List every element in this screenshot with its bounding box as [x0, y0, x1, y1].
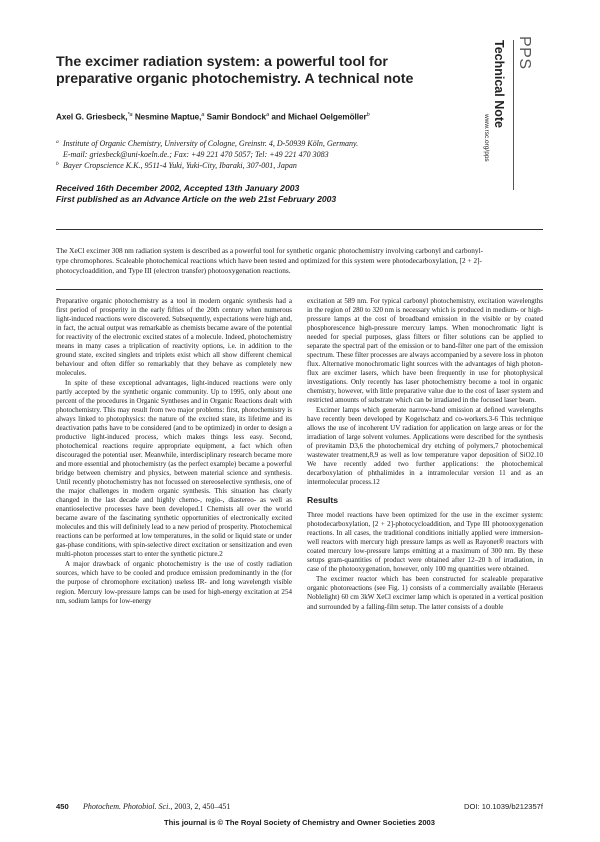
author-name: Samir Bondock	[206, 112, 267, 122]
affiliation-text: Institute of Organic Chemistry, University of Cologne, Greinstr. 4, D-50939 Köln, Germany.	[63, 139, 359, 148]
body-column-left	[56, 297, 292, 607]
body-paragraph: excitation at 589 nm. For typical carbonyl photochemistry, excitation wavelengths in the region of 280 to 320 nm is necessary which is produced in medium- or high-pressure lamps at the cost of broadband emission in the visible or by coated phosphorescence high-pressure mercury lamps. When monochromatic light is needed for special purposes, glass filters or filter solutions can be applied to separate the spectral part of the emission or to band-filter one part of the emission spectrum. These filter processes are always accompanied by a severe loss in photon flux. Alternative monochromatic light sources with the advantages of high photon-flux are excimer lasers, which have been frequently in use for photophysical investigations. Only recently has laser photochemistry become a tool in organic chemistry, however, with little preparative value due to the cost of laser system and restricted amounts of substrate which can be irradiated in the focused laser beam.	[307, 297, 543, 405]
affiliation-mark: a	[56, 139, 59, 145]
affiliation-mark: b	[56, 160, 59, 167]
journal-url[interactable]: www.rsc.org/pps	[483, 114, 490, 162]
author-name: Nesmine Maptue,	[134, 112, 202, 122]
body-column-right	[307, 297, 543, 613]
author-mark: *a	[127, 112, 133, 118]
author-mark: b	[366, 112, 370, 118]
author-name: and Michael Oelgemöller	[271, 112, 367, 122]
section-label: Technical Note	[492, 40, 506, 128]
body-paragraph: Three model reactions have been optimized for the use in the excimer system: photodecarboxylation, [2 + 2]-photocycloaddition, and Type III photooxygenation reactions. In all cases, the traditional conditions initially applied were immersion-well reactors with mercury high pressure lamps as well as Rayonet® reactors with coated mercury low-pressure lamps emitting at a maximum of 300 nm. By these setups gram-quantities of product were obtained after 12–20 h of irradiation, in case of the photooxygenation, however, only 100 mg quantities were obtained.	[307, 511, 543, 574]
received-date: Received 16th December 2002, Accepted 13th January 2003	[56, 183, 300, 193]
section-sidebar	[483, 34, 543, 194]
body-paragraph: Preparative organic photochemistry as a tool in modern organic synthesis had a first period of prosperity in the early fifties of the 20th century when numerous light-induced reactions were discovered. Subsequently, expectations were high and, in fact, the actual output was remarkable as chemists became aware of the potential for reactivity of the electronic excited states of a molecule. Indeed, photochemistry means in many cases a triplication of reactivity options, i.e. in addition to the ground state, excited singlets and triplets exist which all show different chemical behaviour and often differ so remarkably that they behave as completely new molecules.	[56, 297, 292, 378]
page-footer	[56, 802, 543, 813]
journal-name: Photochem. Photobiol. Sci.	[83, 802, 171, 811]
body-paragraph: Excimer lamps which generate narrow-band emission at defined wavelengths have recently been developed by Kogelschatz and co-workers.3-6 This technique allows the use of incoherent UV radiation for application on large areas or for the irradiation of large solvent volumes. Applications were described for the synthesis of previtamin D3,6 the photochemical dry etching of polymers,7 photochemical wastewater treatment,8,9 as well as low temperature vapor deposition of SiO2.10 We have recently added two further applications: the photochemical decarboxylation of phthalimides in a intramolecular version 11 and as an intermolecular process.12	[307, 406, 543, 487]
abstract: The XeCl excimer 308 nm radiation system is described as a powerful tool for synthetic organic photochemistry involving carbonyl and carbonyl-type chromophores. Scaleable photochemical reactions which have been tested and optimized for this system were photodecarboxylation, [2 + 2]-photocycloaddition, and Type III (electron transfer) photooxygenation reactions.	[56, 246, 484, 276]
author-name: Axel G. Griesbeck,	[56, 112, 128, 122]
affiliations	[56, 139, 476, 171]
published-date: First published as an Advance Article on the web 21st February 2003	[56, 194, 337, 205]
body-paragraph: The excimer reactor which has been constructed for scaleable preparative organic photoreactions (see Fig. 1) consists of a commercially available (Heraeus Noblelight) 60 cm 3kW XeCl excimer lamp which is operated in a vertical position and surrounded by a falling-film setup. The latter consists of a double	[307, 575, 543, 611]
header-divider	[56, 229, 543, 230]
affiliation-row	[56, 150, 476, 161]
contact-details: E-mail: griesbeck@uni-koeln.de.; Fax: +49 221 470 5057; Tel: +49 221 470 3083	[63, 149, 329, 159]
author-list	[56, 112, 476, 122]
abstract-divider	[56, 289, 543, 290]
copyright-notice: This journal is © The Royal Society of Chemistry and Owner Societies 2003	[163, 818, 436, 827]
doi[interactable]: DOI: 10.1039/b212357f	[464, 802, 543, 811]
body-paragraph: In spite of these exceptional advantages, light-induced reactions were only partly accepted by the synthetic organic community. Up to 1995, only about one percent of the procedures in Organic Syntheses and in Organic Reactions dealt with photochemistry. This may result from two major problems: first, photochemistry is always linked to photophysics: the nature of the excited state, its lifetime and its deactivation paths have to be considered (and to be optimized) in order to design a productive light-induced process, which makes things less easy. Second, photochemical reactions require appropriate equipment, a fact which often discouraged the potential user. Meanwhile, interdisciplinary research became more and more essential and photochemistry (as the perfect example) became a powerful bridge between chemistry and physics, between material science and synthesis. Until recently photochemistry has not focussed on stereoselective synthesis, one of the major challenges in modern organic synthesis. This situation has clearly changed in the last decade and highly chemo-, regio-, diastereo- as well as enantioselective processes have been developed.1 Chemists all over the world became aware of the fascinating synthetic opportunities of electronically excited molecules and this will definitely lead to a new period of prosperity. Photochemical reactions can be performed at low temperatures, in the solid or liquid state or under gas-phase conditions, with spin-selective direct excitation or sensitization and even multi-photon processes start to enter the synthetic picture.2	[56, 379, 292, 559]
affiliation-text: Bayer Cropscience K.K., 9511-4 Yuki, Yuki-City, Ibaraki, 307-001, Japan	[63, 160, 297, 170]
affiliation-row	[56, 161, 476, 172]
body-paragraph: A major drawback of organic photochemistry is the use of costly radiation sources, which have to be cooled and produce emission predominantly in the (for the purpose of chromophore excitation) useless IR- and long wavelength visible region. Mercury low-pressure lamps can be used for high-energy excitation at 254 nm, sodium lamps for low-energy	[56, 560, 292, 605]
citation-details: , 2003, 2, 450–451	[170, 802, 231, 811]
author-mark: a	[201, 112, 205, 118]
publication-dates	[56, 183, 476, 206]
journal-citation	[83, 802, 230, 811]
article-title: The excimer radiation system: a powerful tool for preparative organic photochemistry. A technical note	[56, 54, 414, 87]
author-mark: a	[266, 112, 270, 118]
page-number: 450	[56, 802, 69, 811]
sidebar-divider	[513, 40, 514, 190]
section-heading-results: Results	[307, 495, 339, 506]
journal-logo: PPS	[516, 36, 533, 70]
affiliation-row	[56, 139, 476, 150]
